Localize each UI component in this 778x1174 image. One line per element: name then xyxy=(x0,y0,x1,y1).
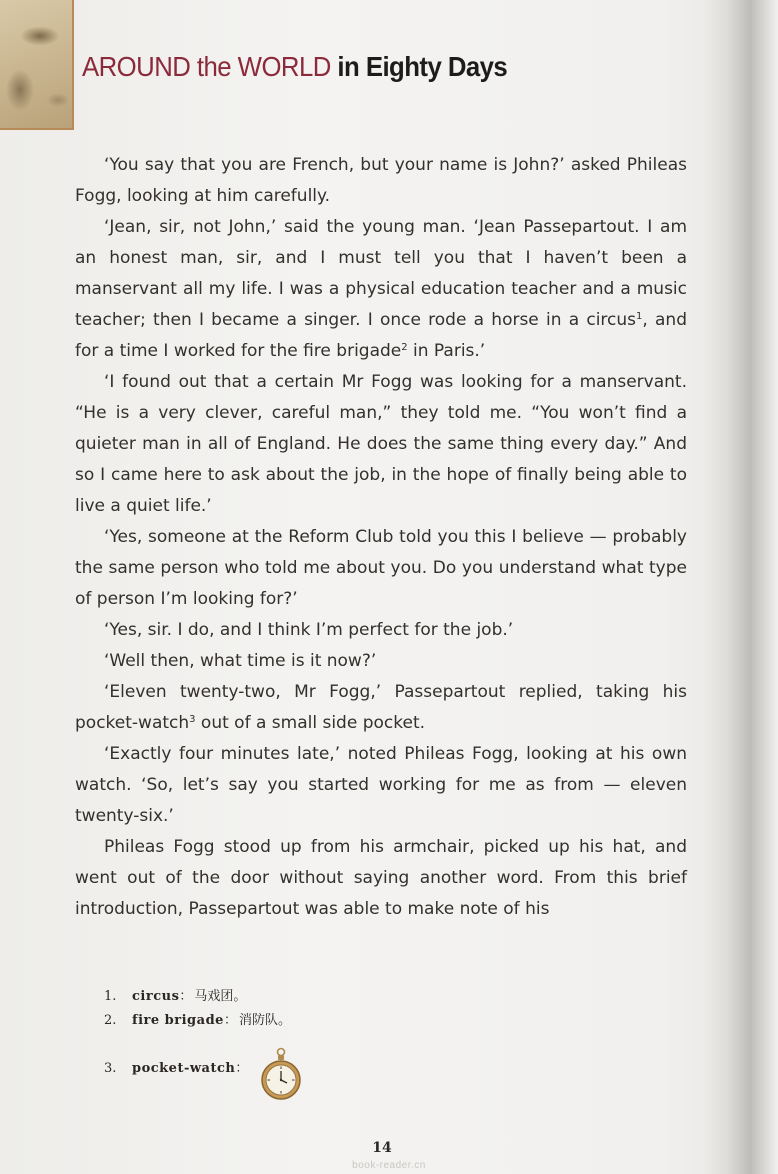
paragraph-text: in Paris.’ xyxy=(407,341,486,361)
paragraph-text: ‘Yes, sir. I do, and I think I’m perfect for the job.’ xyxy=(104,620,514,640)
world-map-icon xyxy=(0,0,74,130)
paragraph-text: ‘Well then, what time is it now?’ xyxy=(104,651,377,671)
paragraph xyxy=(75,367,687,522)
paragraph-text: ‘Eleven twenty-two, Mr Fogg,’ Passepartout replied, taking his pocket-watch xyxy=(75,682,687,733)
story-body xyxy=(75,150,687,925)
footnote-definition: 消防队。 xyxy=(238,1013,291,1028)
paragraph-text: , and for a time I worked for the fire brigade xyxy=(75,310,687,361)
paragraph-text: ‘You say that you are French, but your name is John?’ asked Phileas Fogg, looking at him carefully. xyxy=(75,155,687,206)
paragraph xyxy=(75,212,687,367)
footnote-marker: 2 xyxy=(401,342,408,353)
paragraph-text: ‘Yes, someone at the Reform Club told you this I believe — probably the same person who told me about you. Do you understand what type of person I’m looking for?’ xyxy=(75,527,687,609)
paragraph xyxy=(75,739,687,832)
paragraph-text: ‘Exactly four minutes late,’ noted Phileas Fogg, looking at his own watch. ‘So, let’s say you started working for me as from — eleven twenty-six.’ xyxy=(75,744,687,826)
footnote-3 xyxy=(104,1049,504,1089)
footnote-marker: 1 xyxy=(636,311,643,322)
paragraph xyxy=(75,615,687,646)
watermark: book-reader.cn xyxy=(352,1160,426,1171)
title-red-part: AROUND the WORLD xyxy=(82,51,331,82)
footnote-number: 1. xyxy=(104,989,117,1004)
paragraph xyxy=(75,522,687,615)
footnote-number: 3. xyxy=(104,1061,117,1076)
book-spine-shadow xyxy=(705,0,778,1174)
footnote-2 xyxy=(104,1009,504,1033)
title-black-part: in Eighty Days xyxy=(337,51,508,82)
paragraph xyxy=(75,150,687,212)
footnote-separator: ： xyxy=(223,1013,237,1028)
book-title-header xyxy=(82,47,507,87)
paragraph xyxy=(75,677,687,739)
paragraph-text: ‘Jean, sir, not John,’ said the young man. ‘Jean Passepartout. I am an honest man, sir, and I must tell you that I haven’t been a manservant all my life. I was a physical education teacher and a music teacher; then I became a singer. I once rode a horse in a circus xyxy=(75,217,687,330)
paragraph xyxy=(75,832,687,925)
page-number: 14 xyxy=(372,1140,392,1156)
footnote-1 xyxy=(104,985,504,1009)
footnote-term: circus xyxy=(132,989,180,1004)
footnote-term: fire brigade xyxy=(132,1013,224,1028)
pocket-watch-icon xyxy=(259,1047,303,1103)
footnote-separator: ： xyxy=(235,1061,249,1076)
paragraph-text: ‘I found out that a certain Mr Fogg was looking for a manservant. “He is a very clever, careful man,” they told me. “You won’t find a quieter man in all of England. He does the same thing every day.” And so I came here to ask about the job, in the hope of finally being able to live a quiet life.’ xyxy=(75,372,687,516)
footnote-number: 2. xyxy=(104,1013,117,1028)
footnote-separator: ： xyxy=(179,989,193,1004)
paragraph-text: Phileas Fogg stood up from his armchair, picked up his hat, and went out of the door without saying another word. From this brief introduction, Passepartout was able to make note of his xyxy=(75,837,687,919)
footnote-marker: 3 xyxy=(189,714,196,725)
paragraph xyxy=(75,646,687,677)
footnotes xyxy=(104,985,504,1089)
footnote-definition: 马戏团。 xyxy=(194,989,247,1004)
paragraph-text: out of a small side pocket. xyxy=(195,713,426,733)
footnote-term: pocket-watch xyxy=(132,1061,236,1076)
